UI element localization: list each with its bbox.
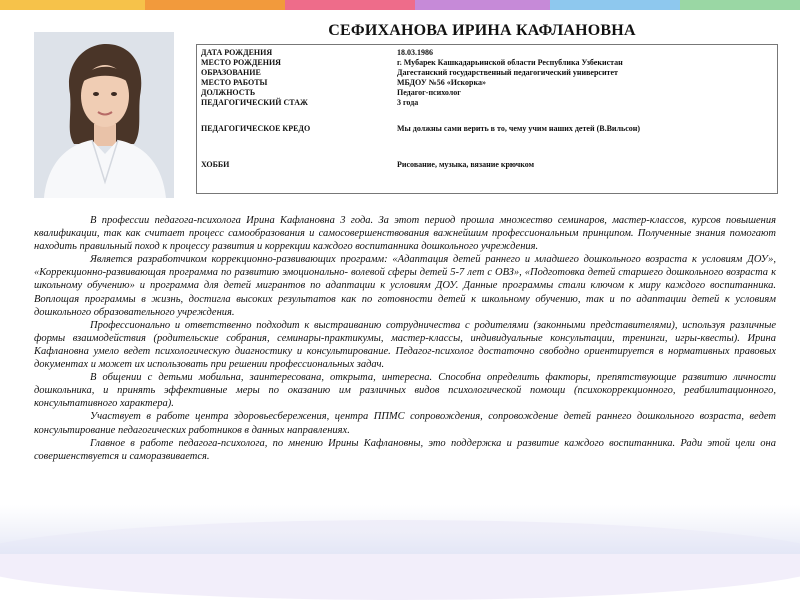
info-value: МБДОУ №56 «Искорка» [397, 78, 486, 87]
stripe-segment [145, 0, 285, 10]
info-label: МЕСТО РАБОТЫ [201, 78, 268, 87]
bio-paragraph: Профессионально и ответственно подходит к выстраиванию сотрудничества с родителями (законными представителями), используя различные формы взаимодействия (родительские собрания, семинары-практикумы, мастер-классы, индивидуальные консультации, тренинги, игры-квесты). Ирина Кафлановна умело ведет психологическую диагностику и консультирование. Педагог-психолог достаточно свободно ориентируется в нормативных правовых документах и может их использовать при решении профессиональных задач. [34, 319, 776, 371]
info-value: Рисование, музыка, вязание крючком [397, 160, 535, 169]
bio-paragraph: Участвует в работе центра здоровьесбережения, центра ППМС сопровождения, сопровождение детей раннего дошкольного возраста, ведет консультирование педагогических работников в данных направлениях. [34, 411, 776, 436]
info-label: ПЕДАГОГИЧЕСКОЕ КРЕДО [201, 124, 311, 133]
info-table [196, 44, 778, 194]
bio-paragraph: В общении с детьми мобильна, заинтересована, открыта, интересна. Способна определить факторы, препятствующие развитию личности дошкольника, и принять эффективные меры по оказанию им различных видов психологической помощи (психокоррекционного, реабилитационного, консультативного характера). [34, 372, 776, 410]
portrait-illustration [34, 32, 174, 198]
info-label: ХОББИ [201, 160, 230, 169]
top-color-stripe [0, 0, 800, 10]
info-label: ОБРАЗОВАНИЕ [201, 68, 261, 77]
bio-paragraph: Является разработчиком коррекционно-развивающих программ: «Адаптация детей раннего и младшего дошкольного возраста к условиям ДОУ», «Коррекционно-развивающая программа по развитию эмоционально- волевой сферы детей 5-7 лет с ОВЗ», «Подготовка детей старшего дошкольного возраста к школьному обучению» и программа для детей мигрантов по адаптации к условиям ДОУ. Данные программы стали ключом к миру каждого воспитанника. Воплощая программы в жизнь, достигла высоких результатов как по готовности детей к школьному обучению, так и по адаптации детей к условиям дошкольного образовательного учреждения. [34, 254, 776, 318]
profile-photo [34, 32, 174, 198]
info-label: МЕСТО РОЖДЕНИЯ [201, 58, 281, 67]
biography-text [34, 214, 776, 463]
info-label: ДАТА РОЖДЕНИЯ [201, 48, 273, 57]
info-label: ДОЛЖНОСТЬ [201, 88, 256, 97]
stripe-segment [285, 0, 415, 10]
info-value: 18.03.1986 [397, 48, 433, 57]
stripe-segment [415, 0, 550, 10]
stripe-segment [680, 0, 800, 10]
info-value: 3 года [397, 98, 419, 107]
page-title: СЕФИХАНОВА ИРИНА КАФЛАНОВНА [328, 22, 636, 39]
stripe-segment [0, 0, 145, 10]
info-value: г. Мубарек Кашкадарьинской области Республика Узбекистан [397, 58, 623, 67]
bio-paragraph: В профессии педагога-психолога Ирина Кафлановна 3 года. За этот период прошла множество семинаров, мастер-классов, курсов повышения квалификации, так как считает процесс самообразования и самосовершенствования важнейшим профессиональным принципом. Полученные знания помогают находить правильный поход к процессу развития и коррекции каждого воспитанника дошкольного учреждения. [34, 215, 776, 253]
bottom-decor-gradient [0, 505, 800, 554]
info-label: ПЕДАГОГИЧЕСКИЙ СТАЖ [201, 98, 308, 107]
info-value: Дагестанский государственный педагогический университет [397, 68, 618, 77]
bio-paragraph: Главное в работе педагога-психолога, по мнению Ирины Кафлановны, это поддержка и развитие каждого воспитанника. Ради этой цели она совершенствуется и саморазвивается. [34, 437, 776, 462]
info-value: Педагог-психолог [397, 88, 461, 97]
info-value: Мы должны сами верить в то, чему учим наших детей (В.Вильсон) [397, 124, 641, 133]
stripe-segment [550, 0, 680, 10]
